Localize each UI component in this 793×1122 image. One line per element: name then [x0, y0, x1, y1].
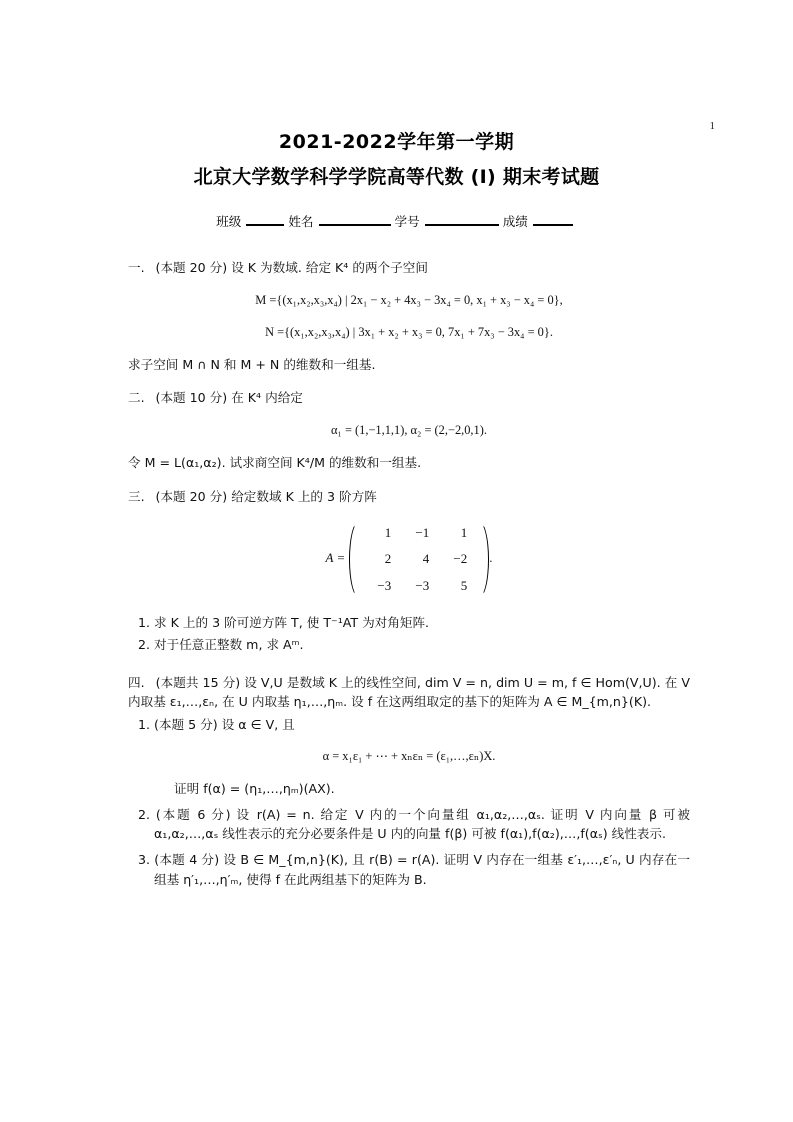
problem-4-item-1-tail: 证明 f(α) = (η₁,…,ηₘ)(AX). [174, 781, 335, 797]
matrix-cell: −1 [415, 525, 430, 541]
field-blank-class[interactable] [246, 210, 284, 226]
problem-4-item-2-text: 设 r(A) = n. 给定 V 内的一个向量组 α₁,α₂,…,αₛ. 证明 V 内向量 β 可被 α₁,α₂,…,αₛ 线性表示的充分必要条件是 U 内的向量 f(β) 可被 f(α₁),f(α₂),…,f(αₛ) 线性表示. [154, 806, 690, 842]
matrix-cell: −3 [415, 577, 430, 593]
problem-1-equation-N: N ={(x₁,x₂,x₃,x₄) | 3x₁ + x₂ + x₃ = 0, 7x₁ + 7x₃ − 3x₄ = 0}. [265, 324, 553, 339]
problem-2-heading [128, 388, 690, 408]
problem-3 [128, 487, 690, 655]
field-blank-student-id[interactable] [425, 210, 499, 226]
problem-4-item-2-label: 2. [138, 806, 151, 822]
matrix-cell: 4 [422, 551, 430, 567]
problem-4-item-3-label: 3. [138, 852, 151, 867]
problem-4-item-1-label: 1. [138, 716, 151, 732]
problem-4-item-2 [128, 805, 690, 844]
problem-1-tail: 求子空间 M ∩ N 和 M + N 的维数和一组基. [128, 356, 376, 372]
problem-2-number: 二. [128, 390, 145, 406]
matrix-label-A: A = [325, 550, 346, 566]
title-block [0, 128, 793, 192]
matrix-cell: 1 [460, 525, 468, 541]
matrix-row [362, 573, 476, 599]
problem-3-matrix-equation [128, 520, 690, 598]
field-label-student-id: 学号 [394, 213, 420, 229]
problem-3-heading [128, 487, 690, 507]
problem-2 [128, 388, 690, 472]
exam-term-title: 2021-2022学年第一学期 [278, 131, 515, 153]
matrix-cell: 1 [384, 525, 392, 541]
matrix-row [362, 520, 476, 546]
problem-2-text: 在 K⁴ 内给定 [231, 390, 303, 406]
matrix-cell: −3 [377, 577, 392, 593]
field-label-class: 班级 [216, 213, 242, 229]
matrix-A [349, 520, 489, 598]
problem-1 [128, 258, 690, 374]
problem-4-item-1-text: 设 α ∈ V, 且 [221, 716, 295, 732]
problem-3-text: 给定数域 K 上的 3 阶方阵 [231, 488, 377, 504]
field-label-name: 姓名 [288, 213, 314, 229]
field-label-score: 成绩 [502, 213, 528, 229]
problem-4-heading [128, 673, 690, 712]
problem-1-text: 设 K 为数域. 给定 K⁴ 的两个子空间 [231, 260, 428, 275]
problem-4-item-1-points: (本题 5 分) [154, 716, 218, 732]
matrix-period: . [489, 550, 493, 566]
problem-3-points: (本题 20 分) [155, 488, 228, 504]
field-blank-name[interactable] [319, 210, 391, 226]
problem-2-tail: 令 M = L(α₁,α₂). 试求商空间 K⁴/M 的维数和一组基. [128, 455, 422, 471]
problem-4-item-1-heading [128, 715, 690, 735]
problem-4 [128, 673, 690, 889]
problem-4-points: (本题共 15 分) [155, 674, 241, 690]
problem-4-text: 设 V,U 是数域 K 上的线性空间, dim V = n, dim U = m, f ∈ Hom(V,U). 在 V 内取基 ε₁,…,εₙ, 在 U 内取基 η₁,…,ηₘ. 设 f 在这两组取定的基下的矩阵为 A ∈ M_{m,n}(K). [128, 674, 691, 710]
problem-1-heading [128, 258, 690, 278]
matrix-A-table [362, 520, 476, 598]
page-number: 1 [709, 120, 715, 132]
matrix-cell: −2 [453, 551, 468, 567]
problem-1-number: 一. [128, 260, 145, 275]
exam-content [128, 246, 690, 891]
problem-3-item-2: 2. 对于任意正整数 m, 求 Aᵐ. [138, 637, 304, 653]
matrix-cell: 5 [460, 577, 468, 593]
problem-4-item-3-points: (本题 4 分) [154, 852, 220, 867]
problem-4-number: 四. [128, 674, 145, 690]
matrix-row [362, 546, 476, 572]
problem-4-item-2-points: (本题 6 分) [155, 806, 231, 822]
problem-4-item-3 [128, 850, 690, 889]
matrix-cell: 2 [384, 551, 392, 567]
problem-2-equation-alpha: α₁ = (1,−1,1,1), α₂ = (2,−2,0,1). [331, 422, 487, 437]
problem-3-number: 三. [128, 488, 145, 504]
exam-main-title: 北京大学数学科学学院高等代数 (I) 期末考试题 [193, 165, 600, 188]
problem-2-points: (本题 10 分) [155, 390, 228, 406]
right-paren-icon [478, 520, 489, 598]
student-info-row [0, 210, 793, 231]
problem-1-equation-M: M ={(x₁,x₂,x₃,x₄) | 2x₁ − x₂ + 4x₃ − 3x₄ = 0, x₁ + x₃ − x₄ = 0}, [255, 292, 563, 307]
field-blank-score[interactable] [533, 210, 573, 226]
problem-1-points: (本题 20 分) [155, 260, 228, 275]
problem-3-item-1: 1. 求 K 上的 3 阶可逆方阵 T, 使 T⁻¹AT 为对角矩阵. [138, 614, 430, 630]
problem-4-item-1-equation: α = x₁ε₁ + ⋯ + xₙεₙ = (ε₁,…,εₙ)X. [322, 749, 496, 764]
left-paren-icon [349, 520, 360, 598]
problem-4-item-3-text: 设 B ∈ M_{m,n}(K), 且 r(B) = r(A). 证明 V 内存在一组基 ε′₁,…,ε′ₙ, U 内存在一组基 η′₁,…,η′ₘ, 使得 f 在此两组基下的矩阵为 B. [154, 852, 690, 887]
